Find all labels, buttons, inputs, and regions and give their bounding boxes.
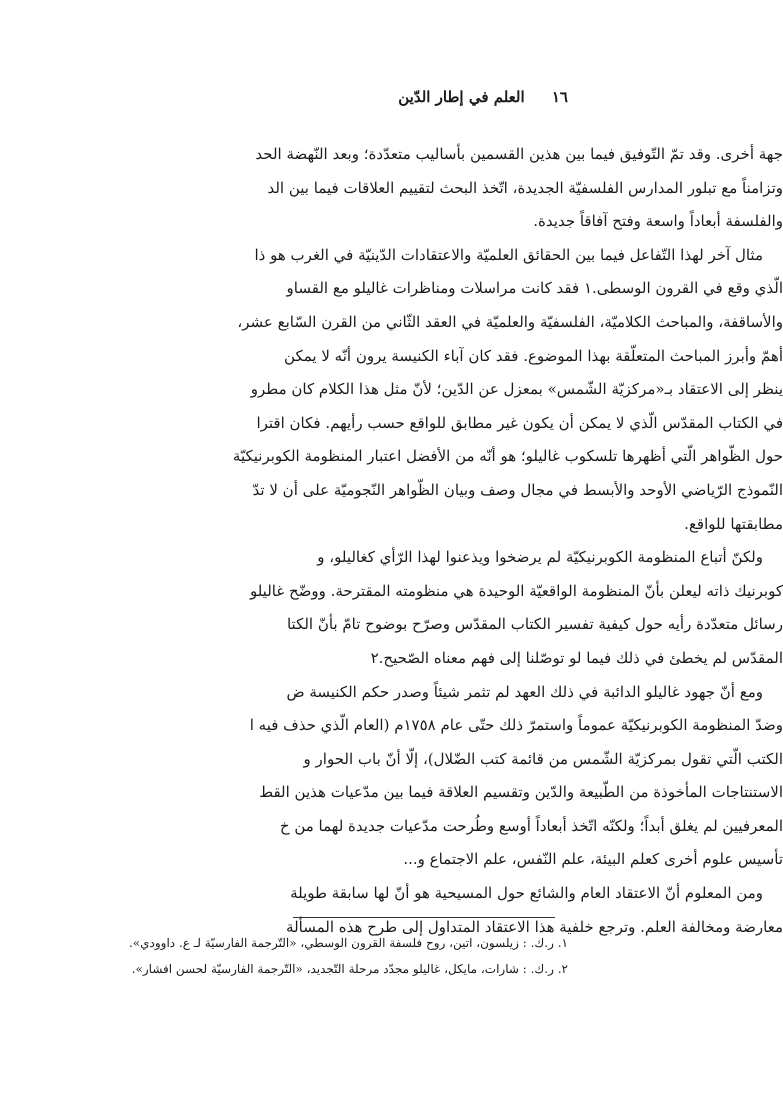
body-line: الّذي وقع في القرون الوسطى.١ فقد كانت مراسلات ومناظرات غاليلو مع القساو (286, 279, 783, 298)
running-header (398, 88, 568, 106)
body-line: المعرفيين لم يغلق أبداً؛ ولكنّه اتّخذ أبعاداً أوسع وطُرحت مدّعيات جديدة لهما من خ (279, 816, 783, 835)
body-line: ومن المعلوم أنّ الاعتقاد العام والشائع حول المسيحية هو أنّ لها سابقة طويلة (290, 884, 763, 903)
body-text (30, 138, 783, 944)
body-line: الكتب الّتي تقول بمركزيّة الشّمس من قائمة كتب الضّلال)، إلّا أنّ باب الحوار و (303, 749, 783, 768)
running-title: العلم في إطار الدّين (398, 88, 525, 106)
body-line: والفلسفة أبعاداً واسعة وفتح آفاقاً جديدة. (533, 212, 783, 231)
footnotes (129, 930, 568, 982)
body-line: حول الظّواهر الّتي أظهرها تلسكوب غاليلو؛ هو أنّه من الأفضل اعتبار المنظومة الكوبرنيكيّة (232, 447, 783, 466)
footnote-divider (293, 917, 555, 918)
body-line: معارضة ومخالفة العلم. وترجع خلفية هذا الاعتقاد المتداول إلى طرح هذه المسألة (286, 917, 783, 936)
body-line: رسائل متعدّدة رأيه حول كيفية تفسير الكتاب المقدّس وصرّح بوضوح تامّ بأنّ الكتا (286, 615, 783, 634)
body-line: تأسيس علوم أخرى كعلم البيئة، علم النّفس، علم الاجتماع و... (403, 850, 783, 869)
body-line: المقدّس لم يخطئ في ذلك فيما لو توصّلنا إلى فهم معناه الصّحيح.٢ (370, 648, 783, 667)
body-line: ولكنّ أتباع المنظومة الكوبرنيكيّة لم يرضخوا ويذعنوا لهذا الرّأي كغاليلو، و (317, 548, 763, 567)
body-line: جهة أخرى. وقد تمّ التّوفيق فيما بين هذين القسمين بأساليب متعدّدة؛ وبعد النّهضة الحد (255, 145, 783, 163)
body-line: مثال آخر لهذا التّفاعل فيما بين الحقائق العلميّة والاعتقادات الدّينيّة في الغرب هو ذا (254, 245, 763, 264)
body-line: والأساقفة، والمباحث الكلاميّة، الفلسفيّة والعلميّة في العقد الثّاني من القرن السّابع عشر، (237, 312, 783, 331)
body-line: كوبرنيك ذاته ليعلن بأنّ المنظومة الواقعيّة الوحيدة هي منظومته المقترحة. ووضّح غاليلو (249, 581, 783, 600)
body-line: أهمّ وأبرز المباحث المتعلّقة بهذا الموضوع. فقد كان آباء الكنيسة يرون أنّه لا يمكن (284, 346, 783, 365)
body-line: ومع أنّ جهود غاليلو الدائبة في ذلك العهد لم تثمر شيئاً وصدر حكم الكنيسة ض (286, 682, 763, 701)
body-line: الاستنتاجات المأخوذة من الطّبيعة والدّين وتقسيم العلاقة فيما بين مدّعيات هذين القط (259, 783, 783, 802)
body-line: مطابقتها للواقع. (684, 514, 783, 533)
footnote-item: ٢. ر.ك. : شارات، مايكل، غاليلو مجدّد مرحلة التّجديد، «التّرجمة الفارسيّة لحسن افشار». (131, 962, 568, 976)
body-line: وتزامناً مع تبلور المدارس الفلسفيّة الجديدة، اتّخذ البحث لتقييم العلاقات فيما بين الد (267, 178, 783, 197)
body-line: ينظر إلى الاعتقاد بـ«مركزيّة الشّمس» بمعزل عن الدّين؛ لأنّ مثل هذا الكلام كان مطرو (250, 380, 783, 399)
body-line: النّموذج الرّياضي الأوحد والأبسط في مجال وصف وبيان الظّواهر النّجوميّة على أن لا تدّ (252, 480, 783, 499)
footnote-item: ١. ر.ك. : زيلسون، اتين، روح فلسفة القرون الوسطي، «التّرجمة الفارسيّة لـ ع. داوودي». (128, 936, 568, 950)
page-number: ١٦ (551, 88, 568, 106)
body-line: في الكتاب المقدّس الّذي لا يمكن أن يكون غير مطابق للواقع حسب رأيهم. فكان اقترا (256, 413, 783, 432)
body-line: وضدّ المنظومة الكوبرنيكيّة عموماً واستمرّ ذلك حتّى عام ١٧٥٨م (العام الّذي حذف فيه ا (249, 716, 783, 735)
